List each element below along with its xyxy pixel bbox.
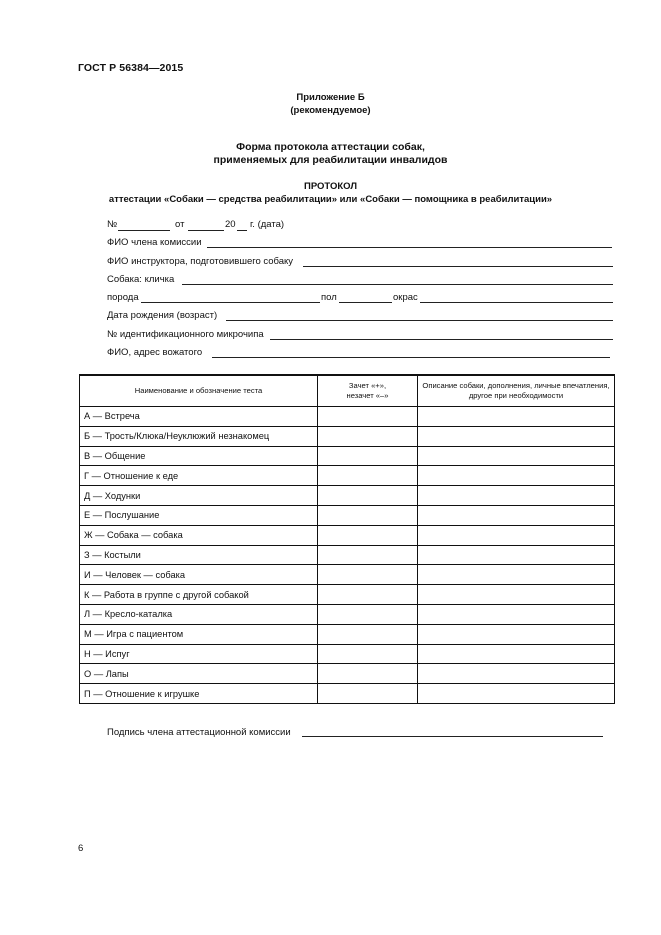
- test-name-cell: В — Общение: [80, 446, 318, 466]
- description-cell[interactable]: [418, 407, 615, 427]
- table-row: [80, 644, 615, 664]
- birth-date-field[interactable]: [226, 320, 613, 321]
- description-cell[interactable]: [418, 505, 615, 525]
- date-from-label: от: [175, 219, 185, 230]
- pass-fail-cell[interactable]: [318, 545, 418, 565]
- table-row: [80, 684, 615, 704]
- year-prefix: 20: [225, 219, 236, 230]
- table-row: [80, 505, 615, 525]
- form-title: [0, 141, 661, 167]
- test-name-cell: Ж — Собака — собака: [80, 525, 318, 545]
- pass-fail-cell[interactable]: [318, 664, 418, 684]
- pass-fail-cell[interactable]: [318, 684, 418, 704]
- chip-id-label: № идентификационного микрочипа: [107, 329, 264, 340]
- table-row: [80, 407, 615, 427]
- header-pass-fail: Зачет «+», незачет «–»: [318, 375, 418, 407]
- description-cell[interactable]: [418, 525, 615, 545]
- commission-member-label: ФИО члена комиссии: [107, 237, 202, 248]
- page-number: 6: [78, 843, 84, 854]
- description-cell[interactable]: [418, 684, 615, 704]
- test-name-cell: Н — Испуг: [80, 644, 318, 664]
- protocol-subtitle: аттестации «Собаки — средства реабилитации» или «Собаки — помощника в реабилитации»: [108, 194, 553, 205]
- table-row: [80, 426, 615, 446]
- year-suffix: г. (дата): [250, 219, 285, 230]
- protocol-title: ПРОТОКОЛ: [303, 181, 357, 192]
- table-row: [80, 624, 615, 644]
- test-table: [79, 374, 615, 704]
- pass-fail-cell[interactable]: [318, 624, 418, 644]
- number-field[interactable]: [118, 230, 170, 231]
- pass-fail-cell[interactable]: [318, 407, 418, 427]
- breed-label: порода: [107, 292, 139, 303]
- pass-fail-cell[interactable]: [318, 446, 418, 466]
- test-name-cell: Е — Послушание: [80, 505, 318, 525]
- appendix-heading: [0, 91, 661, 117]
- description-cell[interactable]: [418, 545, 615, 565]
- number-label: №: [107, 219, 118, 230]
- table-row: [80, 486, 615, 506]
- commission-member-field[interactable]: [207, 247, 612, 248]
- pass-fail-cell[interactable]: [318, 486, 418, 506]
- instructor-label: ФИО инструктора, подготовившего собаку: [107, 256, 294, 267]
- test-name-cell: М — Игра с пациентом: [80, 624, 318, 644]
- description-cell[interactable]: [418, 446, 615, 466]
- appendix-title: Приложение Б: [296, 92, 365, 103]
- test-name-cell: З — Костыли: [80, 545, 318, 565]
- pass-fail-cell[interactable]: [318, 604, 418, 624]
- table-row: [80, 446, 615, 466]
- sex-label: пол: [321, 292, 337, 303]
- appendix-note: (рекомендуемое): [290, 105, 371, 116]
- description-cell[interactable]: [418, 466, 615, 486]
- test-name-cell: Л — Кресло-каталка: [80, 604, 318, 624]
- table-row: [80, 585, 615, 605]
- color-field[interactable]: [420, 302, 613, 303]
- pass-fail-cell[interactable]: [318, 644, 418, 664]
- table-row: [80, 664, 615, 684]
- table-row: [80, 565, 615, 585]
- standard-code: ГОСТ Р 56384—2015: [78, 62, 184, 74]
- dog-name-label: Собака: кличка: [107, 274, 175, 285]
- breed-field[interactable]: [141, 302, 320, 303]
- year-field[interactable]: [237, 230, 247, 231]
- dog-name-field[interactable]: [182, 284, 613, 285]
- pass-fail-cell[interactable]: [318, 565, 418, 585]
- test-name-cell: И — Человек — собака: [80, 565, 318, 585]
- pass-fail-cell[interactable]: [318, 426, 418, 446]
- form-title-line2: применяемых для реабилитации инвалидов: [213, 154, 448, 166]
- description-cell[interactable]: [418, 565, 615, 585]
- pass-fail-cell[interactable]: [318, 466, 418, 486]
- instructor-field[interactable]: [303, 266, 613, 267]
- date-day-month-field[interactable]: [188, 230, 224, 231]
- test-name-cell: Д — Ходунки: [80, 486, 318, 506]
- test-name-cell: К — Работа в группе с другой собакой: [80, 585, 318, 605]
- description-cell[interactable]: [418, 644, 615, 664]
- test-name-cell: О — Лапы: [80, 664, 318, 684]
- chip-id-field[interactable]: [270, 339, 613, 340]
- description-cell[interactable]: [418, 486, 615, 506]
- description-cell[interactable]: [418, 664, 615, 684]
- signature-field[interactable]: [302, 736, 603, 737]
- form-title-line1: Форма протокола аттестации собак,: [236, 141, 425, 153]
- description-cell[interactable]: [418, 604, 615, 624]
- test-name-cell: П — Отношение к игрушке: [80, 684, 318, 704]
- handler-label: ФИО, адрес вожатого: [107, 347, 203, 358]
- table-row: [80, 466, 615, 486]
- table-row: [80, 545, 615, 565]
- table-header-row: [80, 375, 615, 407]
- description-cell[interactable]: [418, 585, 615, 605]
- description-cell[interactable]: [418, 624, 615, 644]
- color-label: окрас: [393, 292, 418, 303]
- header-test-name: Наименование и обозначение теста: [80, 375, 318, 407]
- header-description: Описание собаки, дополнения, личные впечатления, другое при необходимости: [418, 375, 615, 407]
- sex-field[interactable]: [339, 302, 392, 303]
- pass-fail-cell[interactable]: [318, 505, 418, 525]
- test-name-cell: А — Встреча: [80, 407, 318, 427]
- test-name-cell: Г — Отношение к еде: [80, 466, 318, 486]
- protocol-heading: [0, 180, 661, 206]
- table-row: [80, 604, 615, 624]
- test-name-cell: Б — Трость/Клюка/Неуклюжий незнакомец: [80, 426, 318, 446]
- handler-field[interactable]: [212, 357, 610, 358]
- signature-label: Подпись члена аттестационной комиссии: [107, 727, 291, 738]
- birth-date-label: Дата рождения (возраст): [107, 310, 218, 321]
- description-cell[interactable]: [418, 426, 615, 446]
- table-row: [80, 525, 615, 545]
- table-body: [80, 407, 615, 704]
- pass-fail-cell[interactable]: [318, 585, 418, 605]
- pass-fail-cell[interactable]: [318, 525, 418, 545]
